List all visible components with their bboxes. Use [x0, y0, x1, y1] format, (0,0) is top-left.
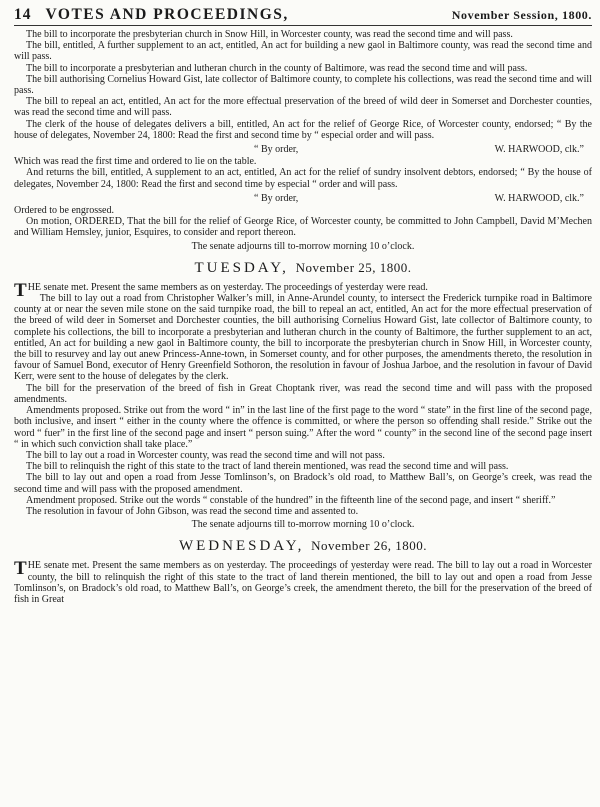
by-order-text: “ By order,: [254, 144, 299, 156]
paragraph-text: HE senate met. Present the same members as on yesterday. The proceedings of yesterday were read. The bill to lay out a road in Worcester county, the bill to relinquish the right of this state to the tract of land therein mentioned, the bill to lay out and open a road from Jesse Tomlinson’s, on Bradock’s old road, to Matthew Ball’s, on George’s creek, the amendment thereto, the bill for the preservation of the breed of fish in Great: [14, 560, 592, 605]
paragraph: The bill for the preservation of the breed of fish in Great Choptank river, was read the second time and will pass with the proposed amendments.: [14, 382, 592, 405]
paragraph: The resolution in favour of John Gibson, was read the second time and assented to.: [26, 505, 359, 517]
day-heading: [14, 538, 592, 554]
opening-paragraph: [14, 560, 592, 605]
paragraph: The bill to lay out a road from Christopher Walker’s mill, in Anne-Arundel county, to intersect the Frederick turnpike road in Baltimore county at or near the seven mile stone on the said turnpike road, the bill to repeal an act, entitled, An act for the more effectual preservation of the breed of wild deer in Somerset and Dorchester counties, the bill authorising Cornelius Howard Gist, late collector of Baltimore county, to complete his collections, the bill to incorporate a presbyterian and lutheran church in the county of Baltimore, the further supplement to an act, entitled, An act for building a new gaol in Baltimore county, the bill to incorporate the presbyterian church in Snow Hill, in Worcester county, the bill to resurvey and lay out anew Princess-Anne-town, in Somerset county, and for other purposes, the amendments thereto, the resolution in favour of Samuel Bond, executor of Henry Greenfield Sothoron, the resolution in favour of Joshua Jarboe, and the resolution in favour of David Kerr, were sent to the house of delegates by the clerk.: [14, 293, 592, 383]
paragraph: Amendments proposed. Strike out from the word “ in” in the last line of the first page to the word “ state” in the first line of the second page, both inclusive, and insert “ either in the county where the offence is committed, or where the person so offending shall reside.” Strike out the word “ fuer” in the first line of the second page and insert “ person suing.” After the word “ county” in the second line of the second page insert “ in which such conviction shall take place.”: [14, 405, 592, 450]
paragraph: Which was read the first time and ordered to lie on the table.: [14, 156, 257, 168]
paragraph: The bill to lay out and open a road from Jesse Tomlinson’s, on Bradock’s old road, to Matthew Ball’s, on George’s creek, was read the second time and will pass with the proposed amendment.: [14, 472, 592, 495]
paragraph: Ordered to be engrossed.: [14, 205, 114, 217]
page-number: 14: [14, 6, 32, 23]
session-label: November Session, 1800.: [451, 8, 592, 22]
page-header: [14, 6, 592, 26]
signature-line: [14, 193, 592, 204]
page-title: VOTES AND PROCEEDINGS,: [45, 6, 289, 23]
adjournment-line: The senate adjourns till to-morrow morning 10 o’clock.: [191, 240, 415, 252]
paragraph: The clerk of the house of delegates delivers a bill, entitled, An act for the relief of George Rice, of Worcester county, endorsed; “ By the house of delegates, November 24, 1800: Read the first and second time by “ especial order and will pass.: [14, 118, 592, 141]
day-date: November 26, 1800.: [311, 538, 428, 554]
paragraph: Amendment proposed. Strike out the words “ constable of the hundred” in the fifteenth line of the second page, and insert “ sheriff.”: [26, 494, 556, 506]
paragraph: The bill to repeal an act, entitled, An act for the more effectual preservation of the breed of wild deer in Somerset and Dorchester counties, was read the second time and will pass.: [14, 96, 592, 119]
day-name: TUESDAY,: [194, 259, 289, 276]
paragraph: The bill to lay out a road in Worcester county, was read the second time and will not pass.: [26, 449, 385, 461]
paragraph: The bill to relinquish the right of this state to the tract of land therein mentioned, was read the second time and will pass.: [26, 461, 509, 473]
paragraph: And returns the bill, entitled, A supplement to an act, entitled, An act for the relief of sundry insolvent debtors, endorsed; “ By the house of delegates, November 24, 1800: Read the first and second time by especial “ order and will pass.: [14, 167, 592, 190]
paragraph: On motion, ORDERED, That the bill for the relief of George Rice, of Worcester county, be committed to John Campbell, David M’Mechen and William Hemsley, junior, Esquires, to consider and report thereon.: [14, 216, 592, 239]
opening-paragraph: [14, 279, 592, 301]
by-order-text: “ By order,: [254, 192, 299, 204]
drop-cap: T: [14, 279, 27, 301]
paragraph: The bill to incorporate a presbyterian and lutheran church in the county of Baltimore, was read the second time and will pass.: [26, 62, 528, 74]
clerk-name: W. HARWOOD, clk.”: [494, 192, 584, 204]
paragraph: The bill, entitled, A further supplement to an act, entitled, An act for building a new gaol in Baltimore county, was read the second time and will pass.: [14, 40, 592, 63]
paragraph-text: HE senate met. Present the same members as on yesterday. The proceedings of yesterday were read.: [27, 281, 428, 293]
day-name: WEDNESDAY,: [178, 538, 305, 555]
day-heading: [14, 260, 592, 276]
signature-line: [14, 144, 592, 155]
adjournment-line: The senate adjourns till to-morrow morning 10 o’clock.: [191, 519, 415, 531]
page-content: [14, 6, 592, 605]
paragraph: The bill to incorporate the presbyterian church in Snow Hill, in Worcester county, was read the second time and will pass.: [26, 29, 513, 40]
paragraph: The bill authorising Cornelius Howard Gist, late collector of Baltimore county, to complete his collections, was read the second time and will pass.: [14, 73, 592, 97]
drop-cap: T: [14, 558, 27, 580]
clerk-name: W. HARWOOD, clk.”: [494, 144, 584, 156]
day-date: November 25, 1800.: [295, 259, 412, 275]
